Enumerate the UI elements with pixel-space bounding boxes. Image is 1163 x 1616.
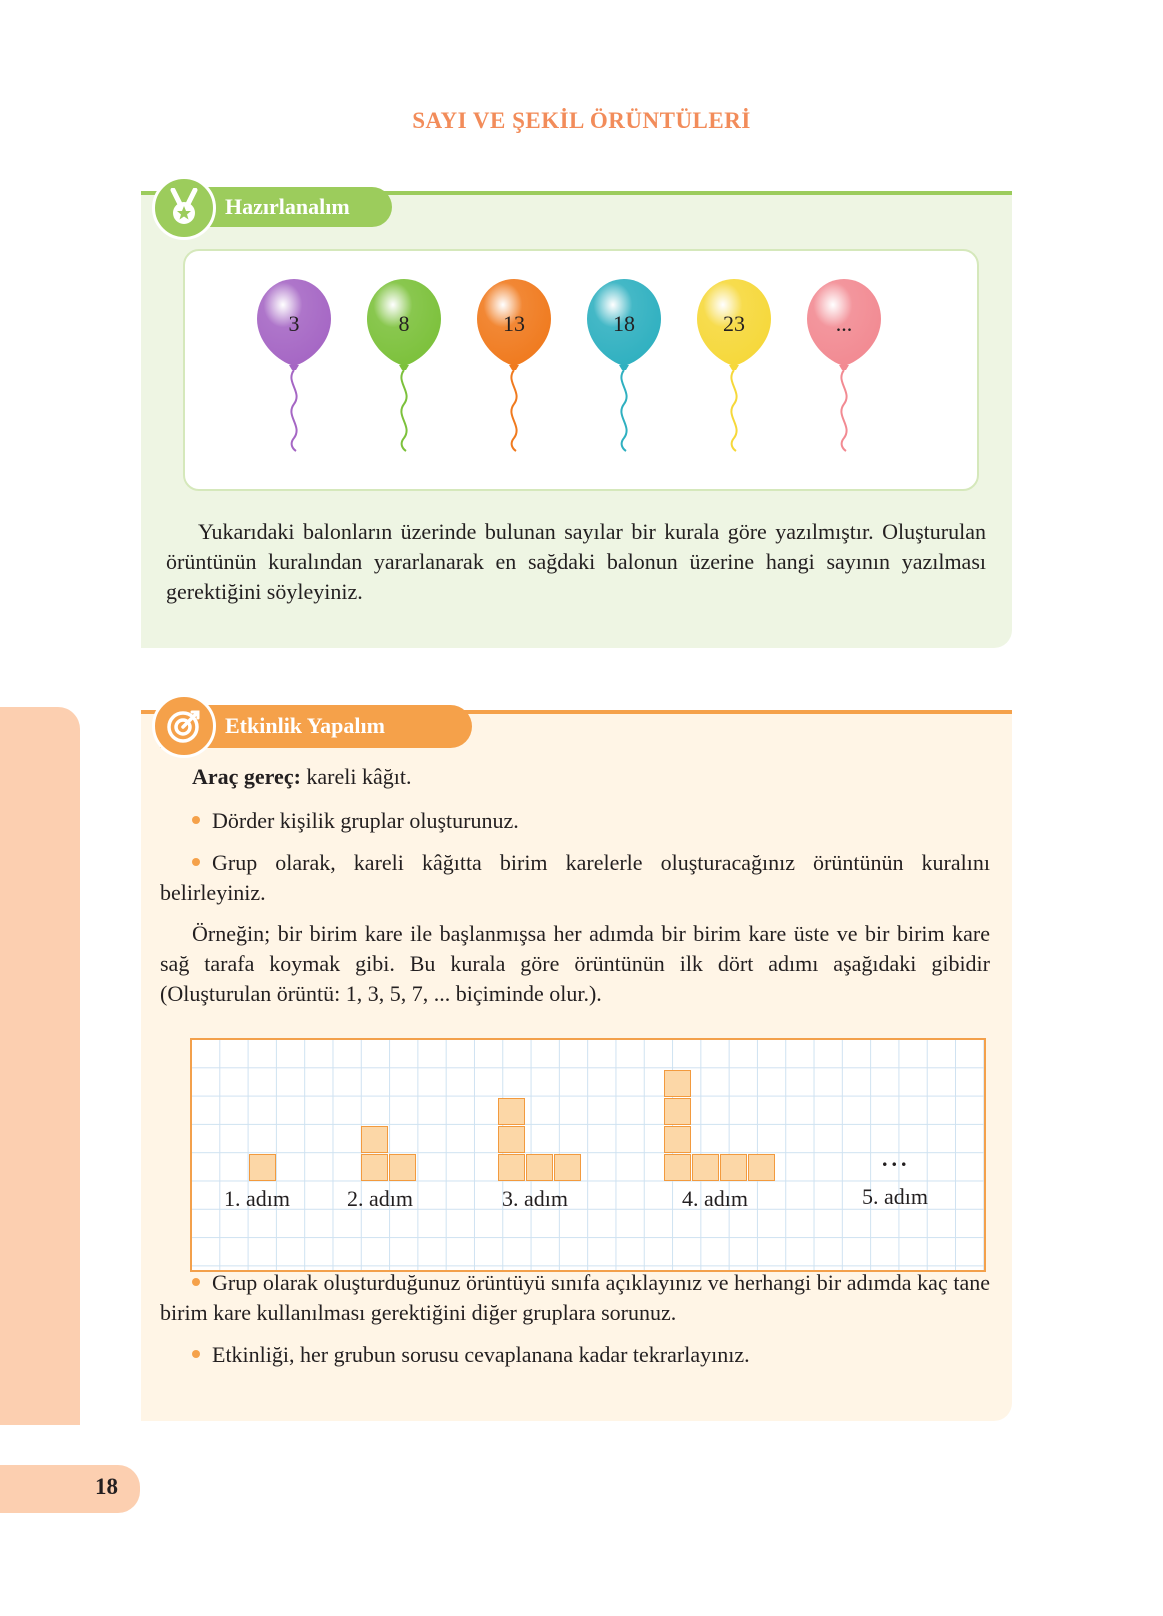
balloon-label: ... <box>835 311 853 336</box>
unit-square <box>664 1098 691 1125</box>
unit-square <box>720 1154 747 1181</box>
unit-square <box>748 1154 775 1181</box>
unit-square <box>361 1154 388 1181</box>
unit-square <box>664 1070 691 1097</box>
prepare-tab-label: Hazırlanalım <box>225 194 350 219</box>
balloon-label: 18 <box>613 311 635 336</box>
balloon <box>695 277 773 452</box>
page-title: SAYI VE ŞEKİL ÖRÜNTÜLERİ <box>412 108 751 133</box>
materials-value: kareli kâğıt. <box>300 764 412 789</box>
balloon <box>365 277 443 452</box>
bullet-text-1: Dörder kişilik gruplar oluşturunuz. <box>212 808 519 833</box>
unit-square <box>498 1126 525 1153</box>
balloon-shape <box>805 277 883 452</box>
step-label-4: 4. adım <box>682 1186 748 1211</box>
unit-square <box>692 1154 719 1181</box>
step-ellipsis: ... <box>882 1146 911 1171</box>
unit-square <box>526 1154 553 1181</box>
bullet-item-2 <box>160 848 990 908</box>
unit-square <box>361 1126 388 1153</box>
unit-square <box>498 1098 525 1125</box>
balloon-shape <box>255 277 333 452</box>
bullet-icon <box>192 1278 200 1286</box>
balloon-label: 23 <box>723 311 745 336</box>
balloon-shape <box>695 277 773 452</box>
unit-square <box>554 1154 581 1181</box>
bullet-item-3 <box>160 1268 990 1328</box>
prepare-paragraph: Yukarıdaki balonların üzerinde bulunan sayılar bir kurala göre yazılmıştır. Oluşturulan örüntünün kuralından yararlanarak en sağdaki balonun üzerine hangi sayının yazılması gerektiğini söyleyiniz. <box>166 519 986 604</box>
target-icon <box>152 694 216 758</box>
balloon-shape <box>365 277 443 452</box>
balloon-shape <box>585 277 663 452</box>
bullet-text-2: Grup olarak, kareli kâğıtta birim karelerle oluşturacağınız örüntünün kuralını belirleyiniz. <box>160 850 990 905</box>
balloon <box>585 277 663 452</box>
step-label-3: 3. adım <box>502 1186 568 1211</box>
unit-square <box>249 1154 276 1181</box>
example-paragraph: Örneğin; bir birim kare ile başlanmışsa her adımda bir birim kare üste ve bir birim kare sağ tarafa koymak gibi. Bu kurala göre örüntünün ilk dört adımı aşağıdaki gibidir (Oluşturulan örüntü: 1, 3, 5, 7, ... biçiminde olur.). <box>160 921 990 1006</box>
unit-square <box>664 1126 691 1153</box>
balloon <box>475 277 553 452</box>
unit-square <box>664 1154 691 1181</box>
balloon <box>255 277 333 452</box>
side-tab <box>0 707 80 1425</box>
step-label-5: 5. adım <box>862 1184 928 1209</box>
activity-tab-label: Etkinlik Yapalım <box>225 713 385 738</box>
balloon-label: 8 <box>398 311 410 336</box>
unit-square <box>498 1154 525 1181</box>
bullet-text-4: Etkinliği, her grubun sorusu cevaplanana kadar tekrarlayınız. <box>212 1342 750 1367</box>
bullet-icon <box>192 1350 200 1358</box>
page-number: 18 <box>95 1474 118 1499</box>
balloon-label: 13 <box>503 311 525 336</box>
pattern-grid <box>190 1038 986 1272</box>
balloon <box>805 277 883 452</box>
balloon-shape <box>475 277 553 452</box>
step-label-1: 1. adım <box>224 1186 290 1211</box>
balloon-label: 3 <box>288 311 300 336</box>
bullet-item-4 <box>192 1340 982 1370</box>
materials-label: Araç gereç: <box>192 764 301 789</box>
bullet-text-3: Grup olarak oluşturduğunuz örüntüyü sınıfa açıklayınız ve herhangi bir adımda kaç tane birim kare kullanılması gerektiğini diğer gruplara sorunuz. <box>160 1270 990 1325</box>
page-number-tab <box>0 1465 140 1513</box>
unit-square <box>389 1154 416 1181</box>
step-label-2: 2. adım <box>347 1186 413 1211</box>
medal-icon <box>152 176 216 240</box>
materials-line <box>192 762 982 792</box>
bullet-icon <box>192 816 200 824</box>
bullet-item-1 <box>192 806 982 836</box>
bullet-icon <box>192 858 200 866</box>
